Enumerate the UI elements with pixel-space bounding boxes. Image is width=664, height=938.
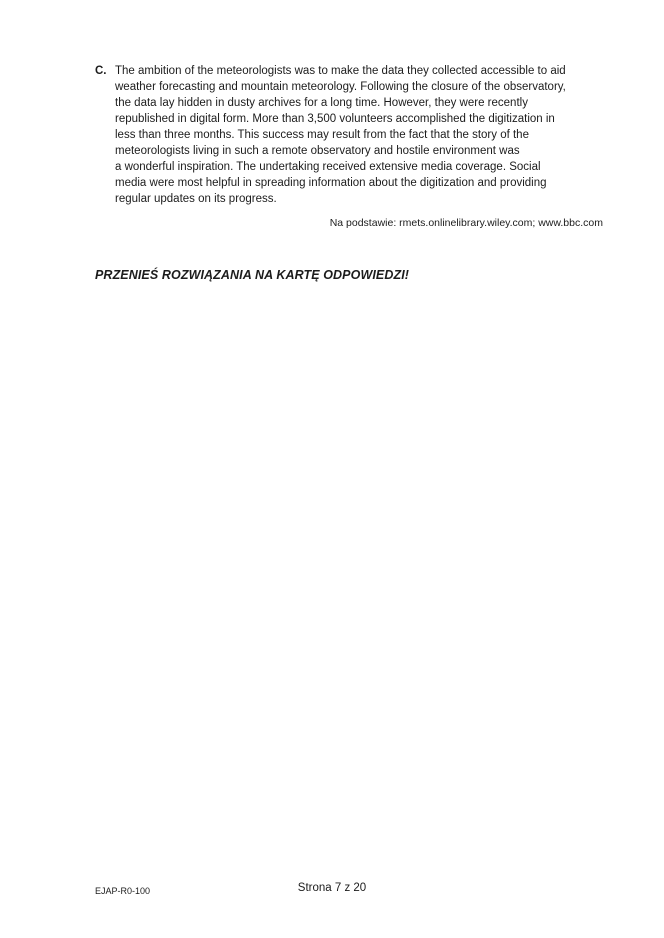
passage-line: less than three months. This success may result from the fact that the story of the [115, 129, 529, 141]
passage-section-c [95, 63, 607, 207]
passage-line: weather forecasting and mountain meteorology. Following the closure of the observatory, [115, 81, 566, 93]
passage-line: media were most helpful in spreading information about the digitization and providing [115, 177, 547, 189]
passage-line: The ambition of the meteorologists was to make the data they collected accessible to aid [115, 65, 566, 77]
transfer-answers-instruction: PRZENIEŚ ROZWIĄZANIA NA KARTĘ ODPOWIEDZI! [95, 268, 410, 282]
passage-label: C. [95, 65, 107, 77]
exam-form-code: EJAP-R0-100 [95, 886, 151, 896]
passage-line: regular updates on its progress. [115, 193, 277, 205]
source-attribution: Na podstawie: rmets.onlinelibrary.wiley.com; www.bbc.com [329, 217, 603, 229]
passage-body [115, 63, 607, 207]
passage-line: the data lay hidden in dusty archives for a long time. However, they were recently [115, 97, 528, 109]
passage-line: republished in digital form. More than 3,500 volunteers accomplished the digitization in [115, 113, 555, 125]
passage-line: a wonderful inspiration. The undertaking received extensive media coverage. Social [115, 161, 541, 173]
page-number: Strona 7 z 20 [297, 882, 367, 894]
passage-line: meteorologists living in such a remote observatory and hostile environment was [115, 145, 520, 157]
